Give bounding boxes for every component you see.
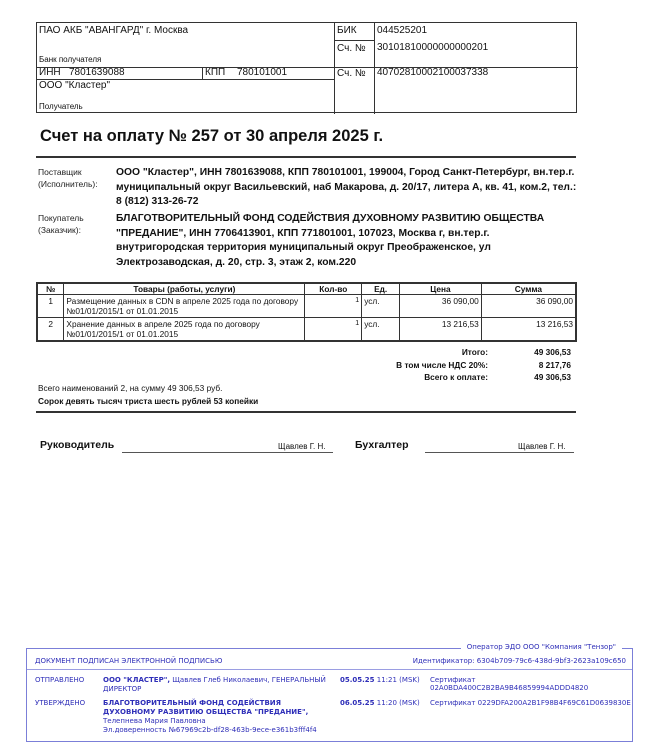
sent-label: ОТПРАВЛЕНО [35, 676, 85, 684]
total-row [300, 347, 571, 360]
approved-person: Телепнева Мария Павловна [103, 717, 206, 725]
items-table [36, 282, 577, 342]
buyer-label [38, 212, 84, 236]
col-name: Товары (работы, услуги) [64, 283, 305, 295]
due-label: Всего к оплате: [424, 372, 488, 382]
total-value: 49 306,53 [534, 347, 571, 357]
col-num: № [37, 283, 64, 295]
table-row [37, 318, 576, 341]
bank-label: Банк получателя [39, 55, 102, 64]
row-unit: усл. [362, 318, 400, 341]
recipient-name: ООО "Кластер" [39, 80, 111, 91]
approved-org: БЛАГОТВОРИТЕЛЬНЫЙ ФОНД СОДЕЙСТВИЯ ДУХОВНОМУ РАЗВИТИЮ ОБЩЕСТВА "ПРЕДАНИЕ", [103, 699, 309, 716]
title-rule [36, 156, 576, 158]
edo-header: ДОКУМЕНТ ПОДПИСАН ЭЛЕКТРОННОЙ ПОДПИСЬЮ [35, 657, 223, 665]
summary-block [38, 382, 258, 407]
accountant-name: Щавлев Г. Н. [518, 442, 566, 451]
col-price: Цена [400, 283, 482, 295]
row-sum: 36 090,00 [481, 295, 576, 318]
row-name: Хранение данных в апреле 2025 года по договору №01/01/2015/1 от 01.01.2015 [64, 318, 305, 341]
row-price: 36 090,00 [400, 295, 482, 318]
row-num: 1 [37, 295, 64, 318]
row-qty: 1 [305, 318, 362, 341]
sent-signer [103, 676, 333, 694]
sent-time: 11:21 (MSK) [374, 676, 420, 684]
bik-label: БИК [337, 25, 357, 36]
vat-label: В том числе НДС 20%: [396, 359, 488, 370]
inn-label: ИНН [39, 67, 61, 78]
corr-account-value: 30101810000000000201 [377, 42, 489, 53]
bik-value: 044525201 [377, 25, 428, 36]
inn-value: 7801639088 [69, 67, 125, 78]
edo-signature-stamp [26, 643, 633, 742]
row-qty: 1 [305, 295, 362, 318]
supplier-label-line1: Поставщик [38, 167, 82, 177]
buyer-label-line1: Покупатель [38, 213, 84, 223]
sent-date: 05.05.25 [340, 676, 375, 684]
summary-rule [36, 411, 576, 413]
amount-in-words: Сорок девять тысяч триста шесть рублей 53 копейки [38, 395, 259, 406]
supplier-text: ООО "Кластер", ИНН 7801639088, КПП 780101001, 199004, Город Санкт-Петербург, вн.тер.г. муниципальный округ Васильевский, наб Макарова, д. 20/17, литера А, кв. 41, ком.2, тел.: 8 (812) 313-26-72 [116, 167, 577, 207]
divider [374, 23, 375, 114]
sent-datetime [340, 676, 420, 684]
buyer-label-line2: (Заказчик): [38, 225, 81, 235]
divider [27, 669, 632, 670]
kpp-value: 780101001 [237, 67, 288, 78]
director-label: Руководитель [40, 439, 115, 451]
total-label: Итого: [461, 347, 488, 357]
vat-value: 8 217,76 [538, 359, 571, 370]
account-label: Сч. № [337, 68, 366, 79]
approved-signer [103, 699, 333, 735]
due-value: 49 306,53 [534, 372, 571, 382]
due-row [300, 372, 571, 385]
totals-block [300, 347, 571, 385]
account-value: 40702810002100037338 [377, 67, 489, 78]
bank-details-table [36, 22, 577, 113]
approved-datetime [340, 699, 420, 707]
col-unit: Ед. [362, 283, 400, 295]
sent-certificate: Сертификат 02A0BDA400C2B2BA9B46859994ADDD4820 [430, 676, 589, 692]
edo-identifier: Идентификатор: 6304b709-79c6-438d-9bf3-2623a109c650 [412, 657, 626, 665]
row-name: Размещение данных в CDN в апреле 2025 года по договору №01/01/2015/1 от 01.01.2015 [64, 295, 305, 318]
sent-person: Щавлев Глеб Николаевич, ГЕНЕРАЛЬНЫЙ ДИРЕКТОР [103, 676, 326, 693]
supplier-label-line2: (Исполнитель): [38, 179, 98, 189]
approved-label: УТВЕРЖДЕНО [35, 699, 86, 707]
row-sum: 13 216,53 [481, 318, 576, 341]
items-count-line: Всего наименований 2, на сумму 49 306,53 руб. [38, 383, 223, 393]
approved-date: 06.05.25 [340, 699, 375, 707]
sent-org: ООО "КЛАСТЕР", [103, 676, 171, 684]
vat-row [300, 360, 571, 373]
row-num: 2 [37, 318, 64, 341]
approved-power-of-attorney: Эл.доверенность №67969c2b-df28-463b-9ece-e361b3fff4f4 [103, 726, 317, 734]
buyer-text: БЛАГОТВОРИТЕЛЬНЫЙ ФОНД СОДЕЙСТВИЯ ДУХОВНОМУ РАЗВИТИЮ ОБЩЕСТВА "ПРЕДАНИЕ", ИНН 7706413901, КПП 771801001, 107023, Москва г, вн.тер.г. внутригородская территория муниципальный округ Преображенское, ул Электрозаводская, д. 20, стр. 3, этаж 2, ком.220 [116, 213, 545, 268]
corr-account-label: Сч. № [337, 43, 366, 54]
kpp-label: КПП [205, 67, 226, 78]
director-signature-line [122, 452, 333, 453]
supplier-label [38, 166, 98, 190]
edo-operator: Оператор ЭДО ООО "Компания "Тензор" [461, 643, 622, 651]
director-name: Щавлев Г. Н. [278, 442, 326, 451]
accountant-label: Бухгалтер [355, 439, 409, 451]
invoice-title: Счет на оплату № 257 от 30 апреля 2025 г. [40, 127, 384, 145]
col-sum: Сумма [481, 283, 576, 295]
bank-name: ПАО АКБ "АВАНГАРД" г. Москва [39, 25, 189, 36]
divider [334, 23, 335, 114]
accountant-signature-line [425, 452, 574, 453]
divider [202, 67, 203, 79]
recipient-label: Получатель [39, 102, 83, 111]
col-qty: Кол-во [305, 283, 362, 295]
row-unit: усл. [362, 295, 400, 318]
table-header-row [37, 283, 576, 295]
table-row [37, 295, 576, 318]
approved-certificate: Сертификат 0229DFA200A2B1F98B4F69C61D0639830E [430, 699, 631, 707]
divider [334, 40, 374, 41]
approved-time: 11:20 (MSK) [374, 699, 420, 707]
row-price: 13 216,53 [400, 318, 482, 341]
